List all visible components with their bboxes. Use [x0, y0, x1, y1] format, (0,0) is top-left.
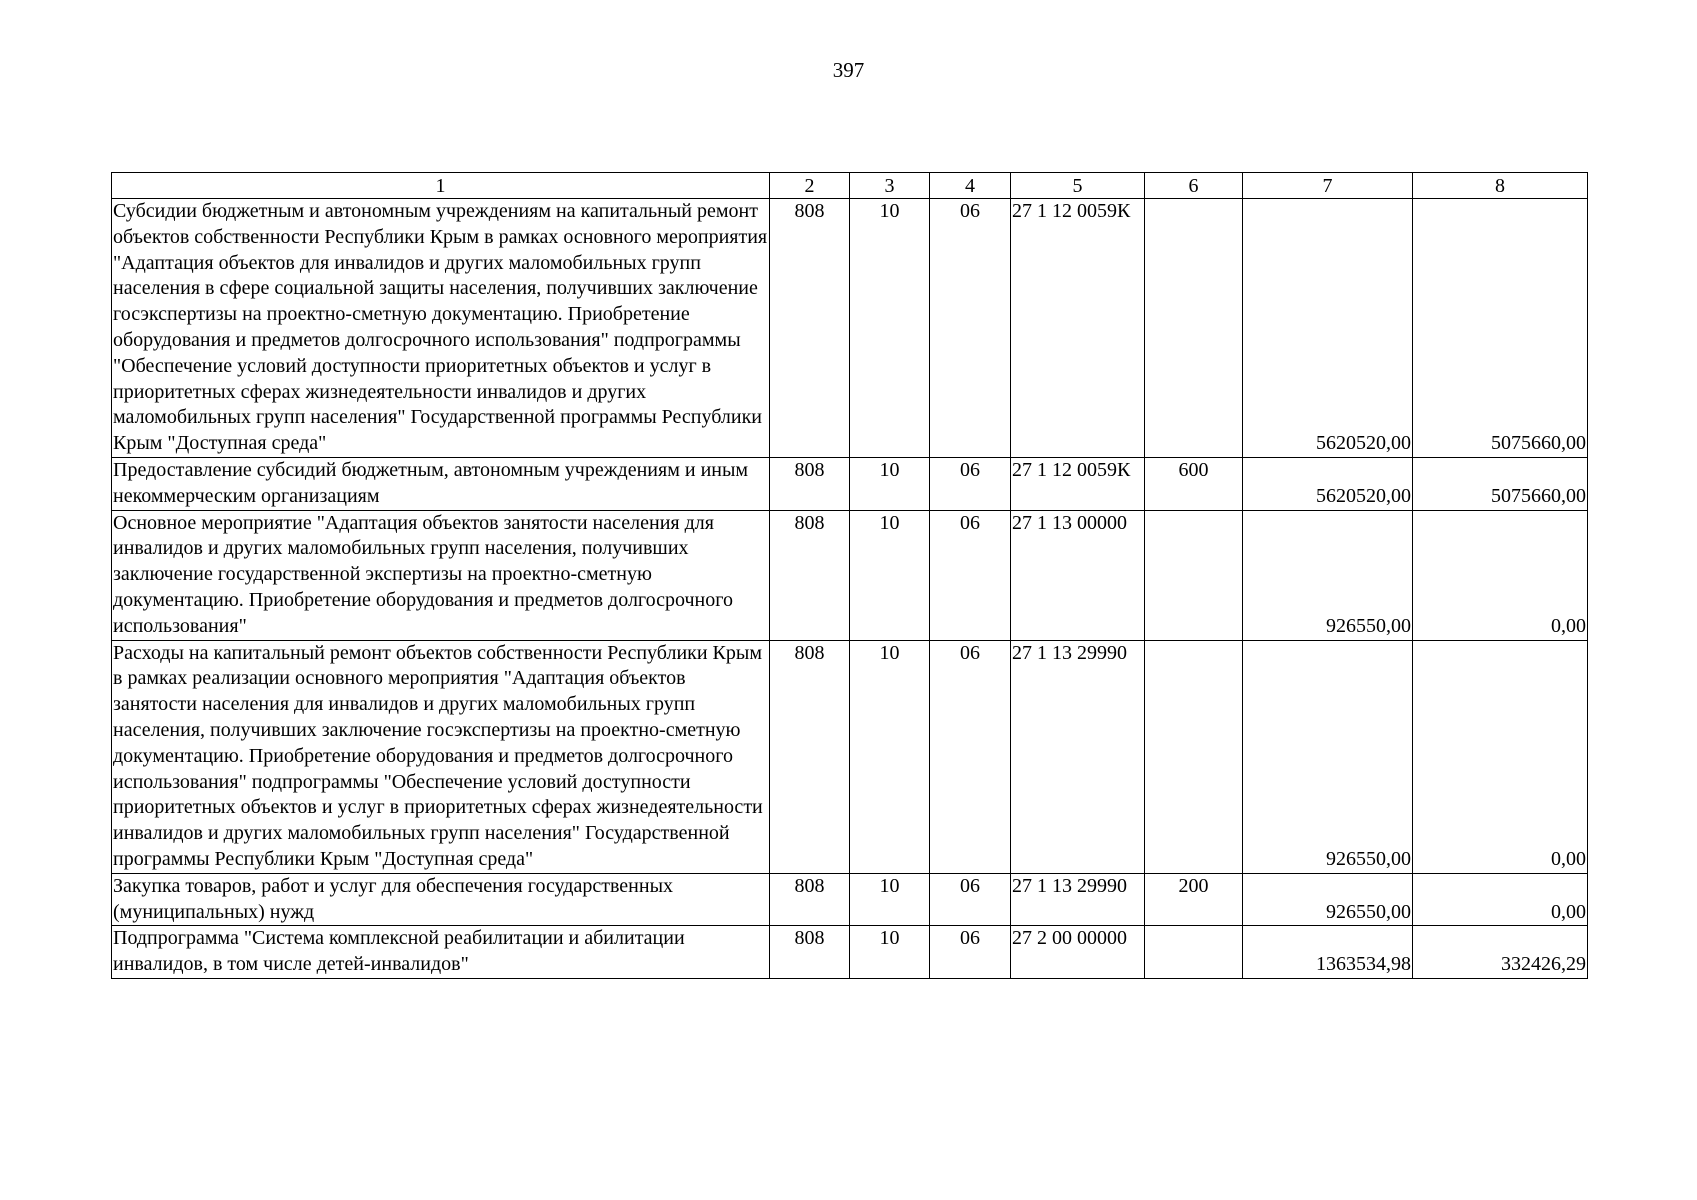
ministry-code: 808: [770, 457, 850, 510]
column-header: 5: [1011, 173, 1145, 199]
subsection-code: 06: [930, 510, 1011, 640]
column-header: 7: [1243, 173, 1413, 199]
table-row: [112, 199, 1588, 458]
expense-type-code: [1145, 199, 1243, 458]
row-description: Предоставление субсидий бюджетным, автономным учреждениям и иным некоммерческим организациям: [112, 457, 770, 510]
section-code: 10: [850, 199, 930, 458]
table-row: [112, 873, 1588, 926]
ministry-code: 808: [770, 199, 850, 458]
row-description: Субсидии бюджетным и автономным учреждениям на капитальный ремонт объектов собственности Республики Крым в рамках основного мероприятия "Адаптация объектов для инвалидов и других маломобильных групп населения в сфере социальной защиты населения, получивших заключение госэкспертизы на проектно-сметную документацию. Приобретение оборудования и предметов долгосрочного использования" подпрограммы "Обеспечение условий доступности приоритетных объектов и услуг в приоритетных сферах жизнедеятельности инвалидов и других маломобильных групп населения" Государственной программы Республики Крым "Доступная среда": [112, 199, 770, 458]
amount-column-8: 5075660,00: [1413, 199, 1588, 458]
table-row: [112, 510, 1588, 640]
section-code: 10: [850, 926, 930, 979]
target-article-code: 27 1 13 29990: [1011, 873, 1145, 926]
section-code: 10: [850, 457, 930, 510]
table-row: [112, 640, 1588, 873]
target-article-code: 27 1 13 29990: [1011, 640, 1145, 873]
amount-column-7: 926550,00: [1243, 510, 1413, 640]
amount-column-7: 926550,00: [1243, 640, 1413, 873]
row-description: Основное мероприятие "Адаптация объектов занятости населения для инвалидов и других маломобильных групп населения, получивших заключение государственной экспертизы на проектно-сметную документацию. Приобретение оборудования и предметов долгосрочного использования": [112, 510, 770, 640]
amount-column-8: 332426,29: [1413, 926, 1588, 979]
expense-type-code: 200: [1145, 873, 1243, 926]
column-header: 6: [1145, 173, 1243, 199]
ministry-code: 808: [770, 640, 850, 873]
column-header: 8: [1413, 173, 1588, 199]
amount-column-7: 5620520,00: [1243, 457, 1413, 510]
column-header: 1: [112, 173, 770, 199]
amount-column-8: 5075660,00: [1413, 457, 1588, 510]
row-description: Расходы на капитальный ремонт объектов собственности Республики Крым в рамках реализации основного мероприятия "Адаптация объектов занятости населения для инвалидов и других маломобильных групп населения, получивших заключение госэкспертизы на проектно-сметную документацию. Приобретение оборудования и предметов долгосрочного использования" подпрограммы "Обеспечение условий доступности приоритетных объектов и услуг в приоритетных сферах жизнедеятельности инвалидов и других маломобильных групп населения" Государственной программы Республики Крым "Доступная среда": [112, 640, 770, 873]
page-number: 397: [832, 58, 865, 82]
budget-table: [111, 172, 1588, 979]
column-header: 3: [850, 173, 930, 199]
target-article-code: 27 1 13 00000: [1011, 510, 1145, 640]
amount-column-8: 0,00: [1413, 873, 1588, 926]
ministry-code: 808: [770, 873, 850, 926]
amount-column-8: 0,00: [1413, 510, 1588, 640]
row-description: Закупка товаров, работ и услуг для обеспечения государственных (муниципальных) нужд: [112, 873, 770, 926]
subsection-code: 06: [930, 199, 1011, 458]
column-header: 2: [770, 173, 850, 199]
target-article-code: 27 2 00 00000: [1011, 926, 1145, 979]
ministry-code: 808: [770, 510, 850, 640]
amount-column-8: 0,00: [1413, 640, 1588, 873]
expense-type-code: [1145, 510, 1243, 640]
table-header-row: [112, 173, 1588, 199]
target-article-code: 27 1 12 0059К: [1011, 199, 1145, 458]
expense-type-code: [1145, 926, 1243, 979]
expense-type-code: 600: [1145, 457, 1243, 510]
amount-column-7: 926550,00: [1243, 873, 1413, 926]
section-code: 10: [850, 640, 930, 873]
table-row: [112, 926, 1588, 979]
table-row: [112, 457, 1588, 510]
subsection-code: 06: [930, 926, 1011, 979]
subsection-code: 06: [930, 640, 1011, 873]
section-code: 10: [850, 510, 930, 640]
ministry-code: 808: [770, 926, 850, 979]
column-header: 4: [930, 173, 1011, 199]
row-description: Подпрограмма "Система комплексной реабилитации и абилитации инвалидов, в том числе детей-инвалидов": [112, 926, 770, 979]
subsection-code: 06: [930, 457, 1011, 510]
expense-type-code: [1145, 640, 1243, 873]
amount-column-7: 1363534,98: [1243, 926, 1413, 979]
amount-column-7: 5620520,00: [1243, 199, 1413, 458]
target-article-code: 27 1 12 0059К: [1011, 457, 1145, 510]
section-code: 10: [850, 873, 930, 926]
subsection-code: 06: [930, 873, 1011, 926]
